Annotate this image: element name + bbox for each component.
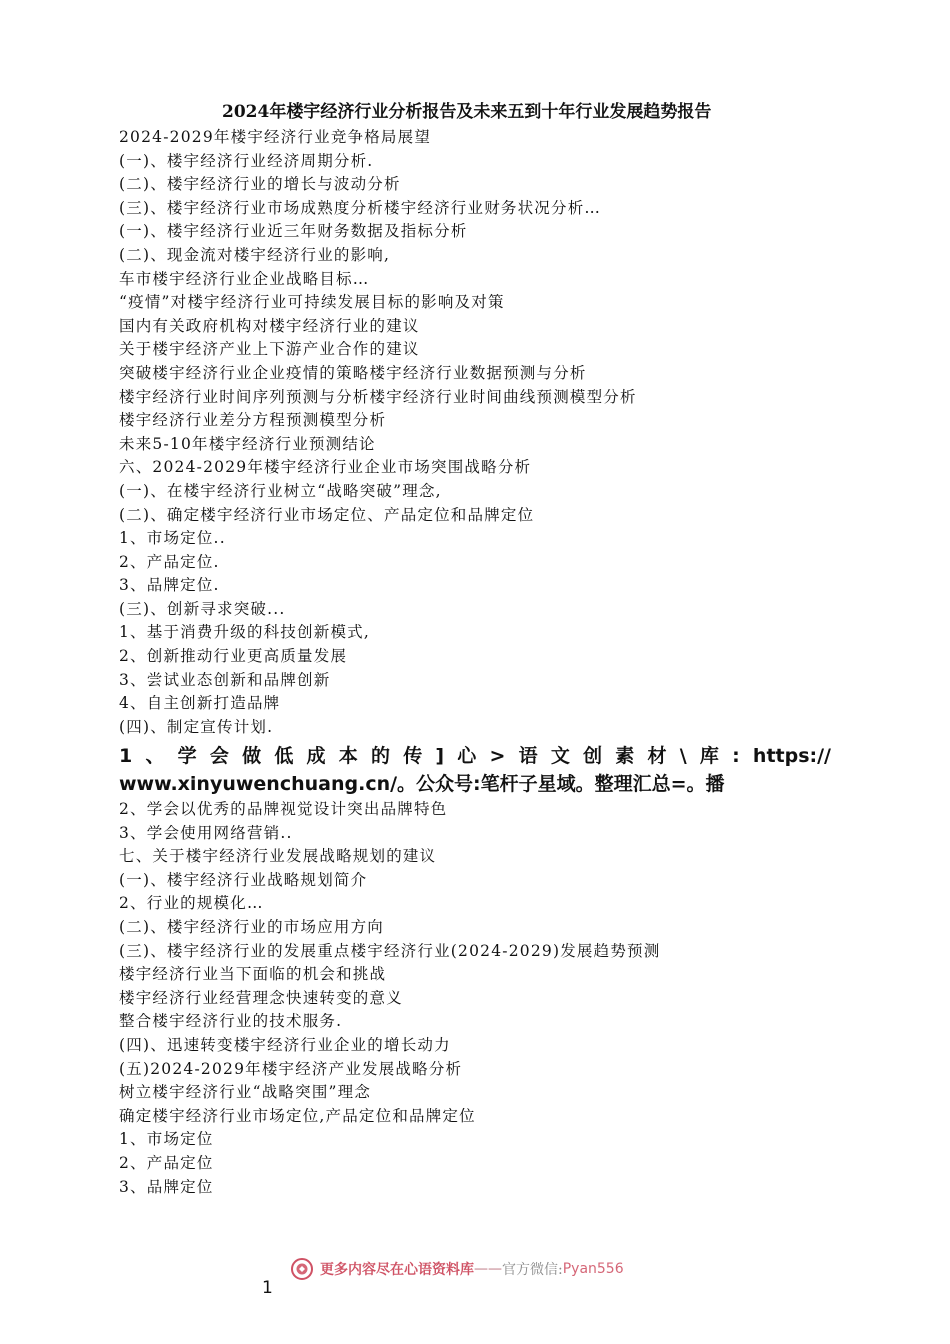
watermark-glyph: 会 xyxy=(209,745,229,767)
watermark-glyph: 素 xyxy=(615,745,635,767)
watermark-glyph: : xyxy=(732,745,740,767)
watermark-glyph: \ xyxy=(679,745,687,767)
outline-line: (一)、楼宇经济行业近三年财务数据及指标分析 xyxy=(119,222,468,241)
watermark-line-2: www.xinyuwenchuang.cn/。公众号:笔杆子星域。整理汇总=。播 xyxy=(119,773,725,795)
outline-line: (三)、创新寻求突破... xyxy=(119,599,286,618)
outline-line: 2、创新推动行业更高质量发展 xyxy=(119,647,348,666)
outline-line: (二)、楼宇经济行业的增长与波动分析 xyxy=(119,175,401,194)
watermark-glyph: 、 xyxy=(145,745,165,767)
outline-line: 1、市场定位 xyxy=(119,1130,214,1149)
outline-line: (三)、楼宇经济行业的发展重点楼宇经济行业(2024-2029)发展趋势预测 xyxy=(119,941,661,960)
footer-banner xyxy=(290,1255,624,1283)
outline-line: (二)、确定楼宇经济行业市场定位、产品定位和品牌定位 xyxy=(119,505,535,524)
outline-line: 车市楼宇经济行业企业战略目标… xyxy=(119,269,370,288)
outline-line: 树立楼宇经济行业“战略突围”理念 xyxy=(119,1083,372,1102)
outline-line: 楼宇经济行业时间序列预测与分析楼宇经济行业时间曲线预测模型分析 xyxy=(119,387,637,406)
outline-line: 楼宇经济行业经营理念快速转变的意义 xyxy=(119,988,403,1007)
watermark-glyph: 文 xyxy=(550,745,570,767)
outline-line: 2024-2029年楼宇经济行业竞争格局展望 xyxy=(119,128,432,146)
watermark-glyph: 本 xyxy=(338,745,358,767)
outline-line: (四)、制定宣传计划. xyxy=(119,717,274,736)
outline-line: (一)、楼宇经济行业战略规划简介 xyxy=(119,870,368,889)
outline-line: 楼宇经济行业差分方程预测模型分析 xyxy=(119,411,387,430)
watermark-glyph: 传 xyxy=(403,745,423,767)
outline-line: 3、品牌定位. xyxy=(119,576,220,595)
seal-logo-icon xyxy=(290,1257,314,1281)
watermark-glyph: 1 xyxy=(119,745,133,767)
footer-separator: —— xyxy=(474,1261,502,1277)
outline-line: (四)、迅速转变楼宇经济行业企业的增长动力 xyxy=(119,1035,451,1054)
footer-text: 更多内容尽在心语资料库 xyxy=(320,1262,474,1278)
document-title: 2024年楼宇经济行业分析报告及未来五到十年行业发展趋势报告 xyxy=(222,102,712,122)
outline-line: (一)、在楼宇经济行业树立“战略突破”理念, xyxy=(119,481,442,500)
outline-line: 六、2024-2029年楼宇经济行业企业市场突围战略分析 xyxy=(119,458,532,477)
outline-line: 七、关于楼宇经济行业发展战略规划的建议 xyxy=(119,847,437,866)
watermark-glyph: 做 xyxy=(242,745,262,767)
outline-line: 确定楼宇经济行业市场定位,产品定位和品牌定位 xyxy=(119,1106,476,1125)
watermark-glyph: 的 xyxy=(370,745,390,767)
outline-list-bottom xyxy=(119,798,839,1199)
outline-line: 2、行业的规模化… xyxy=(119,894,264,913)
watermark-ad-block xyxy=(119,742,831,798)
footer-wechat-label: 官方微信: xyxy=(502,1262,563,1278)
watermark-glyph: https:// xyxy=(752,745,831,767)
outline-line: 4、自主创新打造品牌 xyxy=(119,694,281,713)
outline-line: (五)2024-2029年楼宇经济产业发展战略分析 xyxy=(119,1059,463,1078)
outline-line: 突破楼宇经济行业企业疫情的策略楼宇经济行业数据预测与分析 xyxy=(119,363,587,382)
outline-line: 2、产品定位. xyxy=(119,552,220,571)
watermark-glyph: 心 xyxy=(457,745,477,767)
outline-line: 3、品牌定位 xyxy=(119,1177,214,1196)
outline-line: 2、学会以优秀的品牌视觉设计突出品牌特色 xyxy=(119,800,448,818)
outline-line: (二)、现金流对楼宇经济行业的影响, xyxy=(119,245,391,264)
outline-line: 3、学会使用网络营销.. xyxy=(119,823,293,842)
outline-line: 国内有关政府机构对楼宇经济行业的建议 xyxy=(119,316,420,335)
outline-list-top xyxy=(119,126,839,739)
watermark-glyph: > xyxy=(489,745,506,767)
watermark-glyph: 材 xyxy=(647,745,667,767)
outline-line: 3、尝试业态创新和品牌创新 xyxy=(119,670,331,689)
watermark-glyph: 语 xyxy=(518,745,538,767)
watermark-glyph: 低 xyxy=(274,745,294,767)
footer-wechat-id: Pyan556 xyxy=(562,1261,624,1277)
outline-line: 关于楼宇经济产业上下游产业合作的建议 xyxy=(119,340,420,359)
watermark-glyph: 库 xyxy=(699,745,719,767)
outline-line: (一)、楼宇经济行业经济周期分析. xyxy=(119,151,374,170)
outline-line: “疫情”对楼宇经济行业可持续发展目标的影响及对策 xyxy=(119,293,505,312)
watermark-glyph: 创 xyxy=(583,745,603,767)
outline-line: 楼宇经济行业当下面临的机会和挑战 xyxy=(119,965,387,984)
outline-line: (三)、楼宇经济行业市场成熟度分析楼宇经济行业财务状况分析… xyxy=(119,198,602,217)
outline-line: 未来5-10年楼宇经济行业预测结论 xyxy=(119,434,376,453)
outline-line: 整合楼宇经济行业的技术服务. xyxy=(119,1012,343,1031)
outline-line: (二)、楼宇经济行业的市场应用方向 xyxy=(119,917,384,936)
watermark-glyph: 学 xyxy=(177,745,197,767)
watermark-glyph: 成 xyxy=(306,745,326,767)
page-number: 1 xyxy=(262,1278,273,1298)
watermark-glyph: ] xyxy=(435,745,445,767)
watermark-line-1 xyxy=(119,742,831,770)
outline-line: 1、基于消费升级的科技创新模式, xyxy=(119,623,370,642)
outline-line: 1、市场定位.. xyxy=(119,529,226,548)
outline-line: 2、产品定位 xyxy=(119,1153,214,1172)
